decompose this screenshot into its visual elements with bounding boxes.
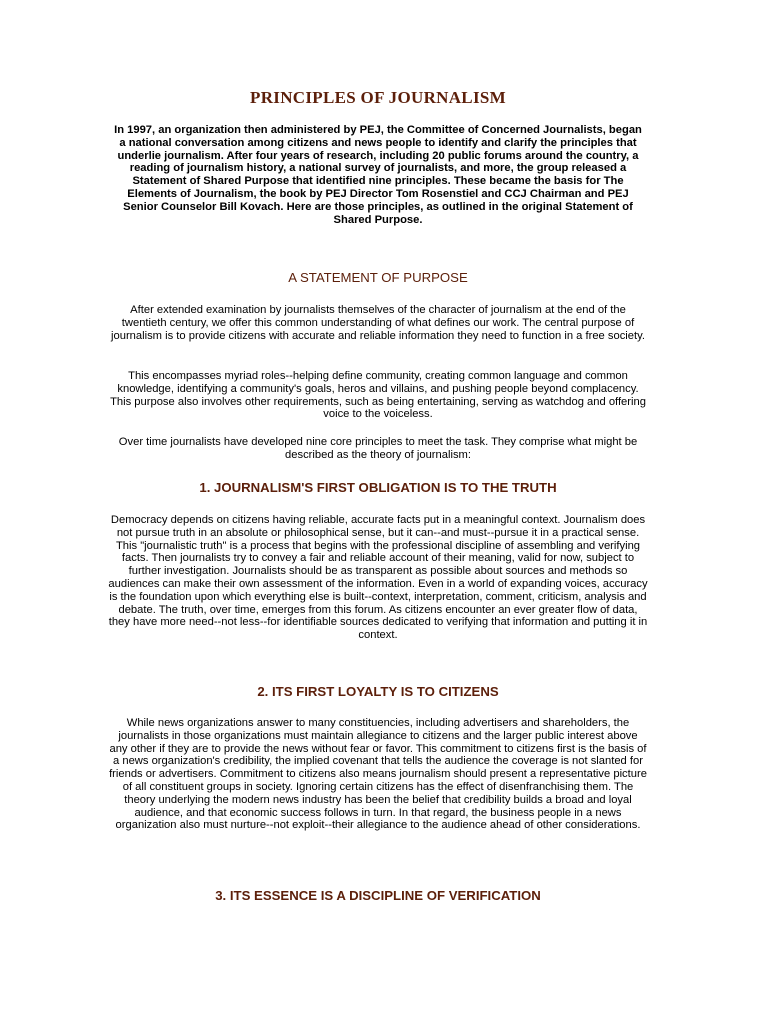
principle-2-text: While news organizations answer to many constituencies, including advertisers and shareholders, the journalists in those organizations must maintain allegiance to citizens and the larger public interest above any other if they are to provide the news without fear or favor. This commitment to citizens first is the basis of a news organization's credibility, the implied covenant that tells the audience the coverage is not slanted for friends or advertisers. Commitment to citizens also means journalism should present a representative picture of all constituent groups in society. Ignoring certain citizens has the effect of disenfranchising them. The theory underlying the modern news industry has been the belief that credibility builds a broad and loyal audience, and that economic success follows in turn. In that regard, the business people in a news organization also must nurture--not exploit--their allegiance to the audience ahead of other considerations.: [109, 717, 647, 832]
document-title: PRINCIPLES OF JOURNALISM: [250, 88, 506, 107]
principle-1-heading: 1. JOURNALISM'S FIRST OBLIGATION IS TO THE TRUTH: [199, 480, 557, 495]
statement-paragraph-3: Over time journalists have developed nine core principles to meet the task. They comprise what might be described as the theory of journalism:: [118, 436, 638, 461]
principle-1-text: Democracy depends on citizens having reliable, accurate facts put in a meaningful context. Journalism does not pursue truth in an absolute or philosophical sense, but it can--and must--pursue it in a practical sense. This "journalistic truth" is a process that begins with the professional discipline of assembling and verifying facts. Then journalists try to convey a fair and reliable account of their meaning, valid for now, subject to further investigation. Journalists should be as transparent as possible about sources and methods so audiences can make their own assessment of the information. Even in a world of expanding voices, accuracy is the foundation upon which everything else is built--context, interpretation, comment, criticism, analysis and debate. The truth, over time, emerges from this forum. As citizens encounter an ever greater flow of data, they have more need--not less--for identifiable sources dedicated to verifying that information and putting it in context.: [108, 514, 648, 642]
statement-paragraph-1: After extended examination by journalists themselves of the character of journalism at the end of the twentieth century, we offer this common understanding of what defines our work. The central purpose of journalism is to provide citizens with accurate and reliable information they need to function in a free society.: [111, 304, 645, 342]
statement-heading: A STATEMENT OF PURPOSE: [288, 270, 468, 285]
statement-paragraph-2: This encompasses myriad roles--helping define community, creating common language and common knowledge, identifying a community's goals, heros and villains, and pushing people beyond complacency. This purpose also involves other requirements, such as being entertaining, serving as watchdog and offering voice to the voiceless.: [110, 370, 646, 421]
intro-paragraph: In 1997, an organization then administered by PEJ, the Committee of Concerned Journalists, began a national conversation among citizens and news people to identify and clarify the principles that underlie journalism. After four years of research, including 20 public forums around the country, a reading of journalism history, a national survey of journalists, and more, the group released a Statement of Shared Purpose that identified nine principles. These became the basis for The Elements of Journalism, the book by PEJ Director Tom Rosenstiel and CCJ Chairman and PEJ Senior Counselor Bill Kovach. Here are those principles, as outlined in the original Statement of Shared Purpose.: [114, 124, 642, 226]
principle-2-heading: 2. ITS FIRST LOYALTY IS TO CITIZENS: [257, 684, 499, 699]
principle-3-heading: 3. ITS ESSENCE IS A DISCIPLINE OF VERIFICATION: [215, 888, 541, 903]
